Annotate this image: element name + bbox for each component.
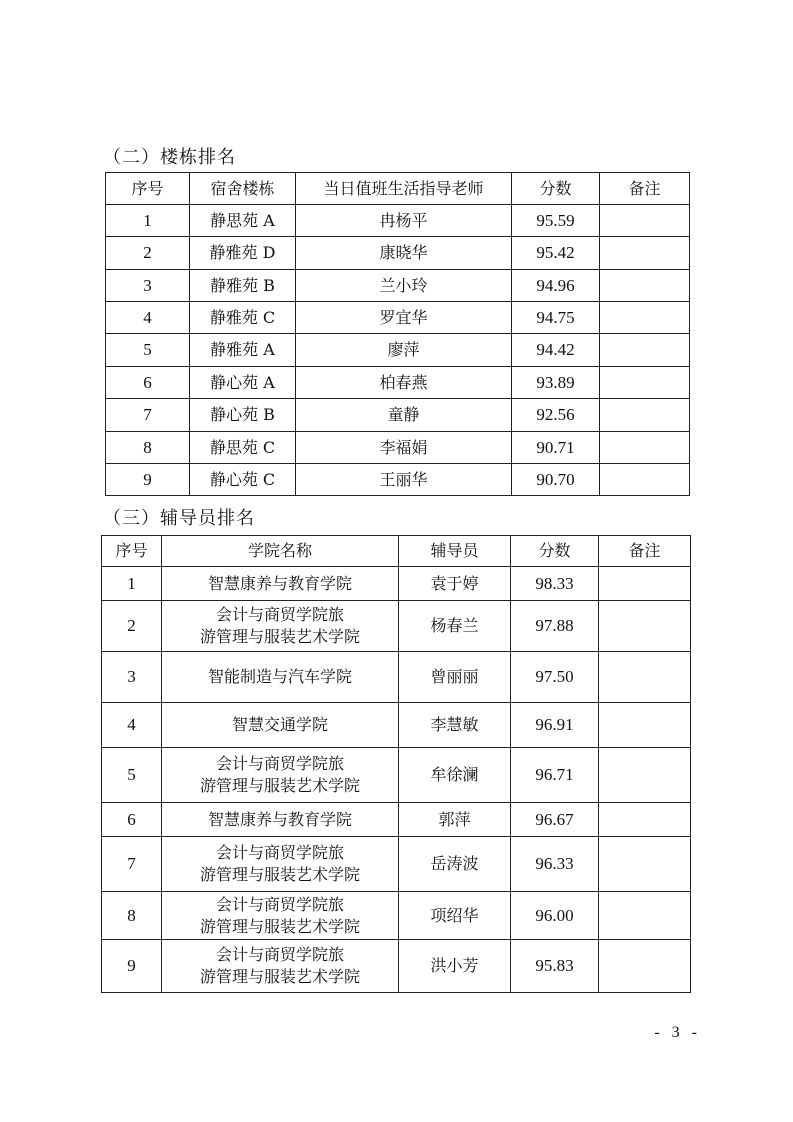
table-row (106, 334, 690, 367)
table-cell (599, 567, 691, 601)
table-cell: 童静 (296, 399, 512, 432)
table-cell: 5 (102, 748, 162, 803)
table-cell: 会计与商贸学院旅 游管理与服装艺术学院 (162, 748, 399, 803)
table-cell: 8 (102, 892, 162, 940)
table-cell: 智能制造与汽车学院 (162, 652, 399, 703)
table-row (102, 703, 691, 748)
table-cell: 康晓华 (296, 237, 512, 270)
table-cell: 会计与商贸学院旅 游管理与服装艺术学院 (162, 892, 399, 940)
table-cell: 94.96 (512, 270, 600, 302)
section-3-title: （三）辅导员排名 (103, 508, 255, 529)
table-cell: 会计与商贸学院旅 游管理与服装艺术学院 (162, 601, 399, 652)
header-cell: 备注 (600, 173, 690, 205)
table-cell: 96.33 (511, 837, 599, 892)
header-cell: 分数 (512, 173, 600, 205)
table-cell: 90.70 (512, 464, 600, 496)
table-cell: 静雅苑 A (190, 334, 296, 367)
table-cell: 96.91 (511, 703, 599, 748)
table-cell: 3 (106, 270, 190, 302)
table-cell (600, 399, 690, 432)
table-cell: 9 (106, 464, 190, 496)
table-cell: 95.42 (512, 237, 600, 270)
table-cell: 9 (102, 940, 162, 993)
table-row (102, 837, 691, 892)
table-cell: 智慧康养与教育学院 (162, 803, 399, 837)
table-cell (599, 837, 691, 892)
table-row (102, 748, 691, 803)
table-cell: 2 (106, 237, 190, 270)
table-cell: 郭萍 (399, 803, 511, 837)
table-cell: 静雅苑 D (190, 237, 296, 270)
table-row (102, 940, 691, 993)
table-cell: 冉杨平 (296, 205, 512, 237)
table-cell: 牟徐澜 (399, 748, 511, 803)
table-cell: 95.59 (512, 205, 600, 237)
table-row (102, 652, 691, 703)
table-header-row (106, 173, 690, 205)
header-cell: 分数 (511, 536, 599, 567)
table-row (106, 432, 690, 464)
table-cell: 94.42 (512, 334, 600, 367)
table-cell: 静心苑 B (190, 399, 296, 432)
table-header-row (102, 536, 691, 567)
table-cell: 智慧交通学院 (162, 703, 399, 748)
table-row (106, 464, 690, 496)
table-cell: 静思苑 C (190, 432, 296, 464)
table-row (102, 567, 691, 601)
table-row (106, 399, 690, 432)
table-cell (600, 334, 690, 367)
table-cell (599, 703, 691, 748)
table-cell: 90.71 (512, 432, 600, 464)
table-row (102, 601, 691, 652)
building-ranking-table (105, 172, 690, 496)
table-cell: 6 (102, 803, 162, 837)
header-cell: 备注 (599, 536, 691, 567)
header-cell: 宿舍楼栋 (190, 173, 296, 205)
table-cell: 6 (106, 367, 190, 399)
table-cell: 岳涛波 (399, 837, 511, 892)
table-cell: 廖萍 (296, 334, 512, 367)
table-cell: 7 (106, 399, 190, 432)
table-cell: 兰小玲 (296, 270, 512, 302)
table-cell: 静心苑 A (190, 367, 296, 399)
table-cell (599, 892, 691, 940)
table-row (106, 237, 690, 270)
table-cell: 4 (102, 703, 162, 748)
table-row (106, 302, 690, 334)
table-cell: 1 (102, 567, 162, 601)
table-cell: 98.33 (511, 567, 599, 601)
table-cell (600, 367, 690, 399)
page-number: - 3 - (654, 1024, 701, 1041)
table-cell: 94.75 (512, 302, 600, 334)
header-cell: 序号 (102, 536, 162, 567)
header-cell: 辅导员 (399, 536, 511, 567)
table-cell: 4 (106, 302, 190, 334)
table-row (106, 205, 690, 237)
table-cell: 会计与商贸学院旅 游管理与服装艺术学院 (162, 837, 399, 892)
table-cell: 97.88 (511, 601, 599, 652)
table-cell (599, 601, 691, 652)
table-cell: 曾丽丽 (399, 652, 511, 703)
table-cell: 2 (102, 601, 162, 652)
table-cell: 96.00 (511, 892, 599, 940)
table-cell: 92.56 (512, 399, 600, 432)
table-row (102, 892, 691, 940)
table-cell (600, 432, 690, 464)
header-cell: 学院名称 (162, 536, 399, 567)
table-cell (599, 803, 691, 837)
counselor-ranking-table (101, 535, 691, 993)
table-cell: 会计与商贸学院旅 游管理与服装艺术学院 (162, 940, 399, 993)
table-cell: 袁于婷 (399, 567, 511, 601)
table-cell: 李慧敏 (399, 703, 511, 748)
table-cell: 杨春兰 (399, 601, 511, 652)
table-cell: 96.71 (511, 748, 599, 803)
table-cell: 柏春燕 (296, 367, 512, 399)
table-cell: 静思苑 A (190, 205, 296, 237)
table-cell: 智慧康养与教育学院 (162, 567, 399, 601)
table-cell: 3 (102, 652, 162, 703)
table-cell (600, 205, 690, 237)
table-cell: 李福娟 (296, 432, 512, 464)
table-cell (599, 940, 691, 993)
table-cell: 96.67 (511, 803, 599, 837)
table-cell (600, 302, 690, 334)
table-cell: 93.89 (512, 367, 600, 399)
table-cell: 项绍华 (399, 892, 511, 940)
table-cell: 5 (106, 334, 190, 367)
table-cell: 95.83 (511, 940, 599, 993)
table-cell: 王丽华 (296, 464, 512, 496)
table-cell: 1 (106, 205, 190, 237)
section-2-title: （二）楼栋排名 (103, 147, 236, 168)
table-cell (599, 652, 691, 703)
table-cell (600, 237, 690, 270)
header-cell: 当日值班生活指导老师 (296, 173, 512, 205)
table-cell (600, 464, 690, 496)
table-cell: 静心苑 C (190, 464, 296, 496)
table-cell: 8 (106, 432, 190, 464)
table-cell: 罗宜华 (296, 302, 512, 334)
table-cell (600, 270, 690, 302)
table-row (102, 803, 691, 837)
table-row (106, 270, 690, 302)
table-cell: 7 (102, 837, 162, 892)
header-cell: 序号 (106, 173, 190, 205)
table-cell: 静雅苑 B (190, 270, 296, 302)
table-cell (599, 748, 691, 803)
table-cell: 97.50 (511, 652, 599, 703)
table-row (106, 367, 690, 399)
table-cell: 洪小芳 (399, 940, 511, 993)
table-cell: 静雅苑 C (190, 302, 296, 334)
